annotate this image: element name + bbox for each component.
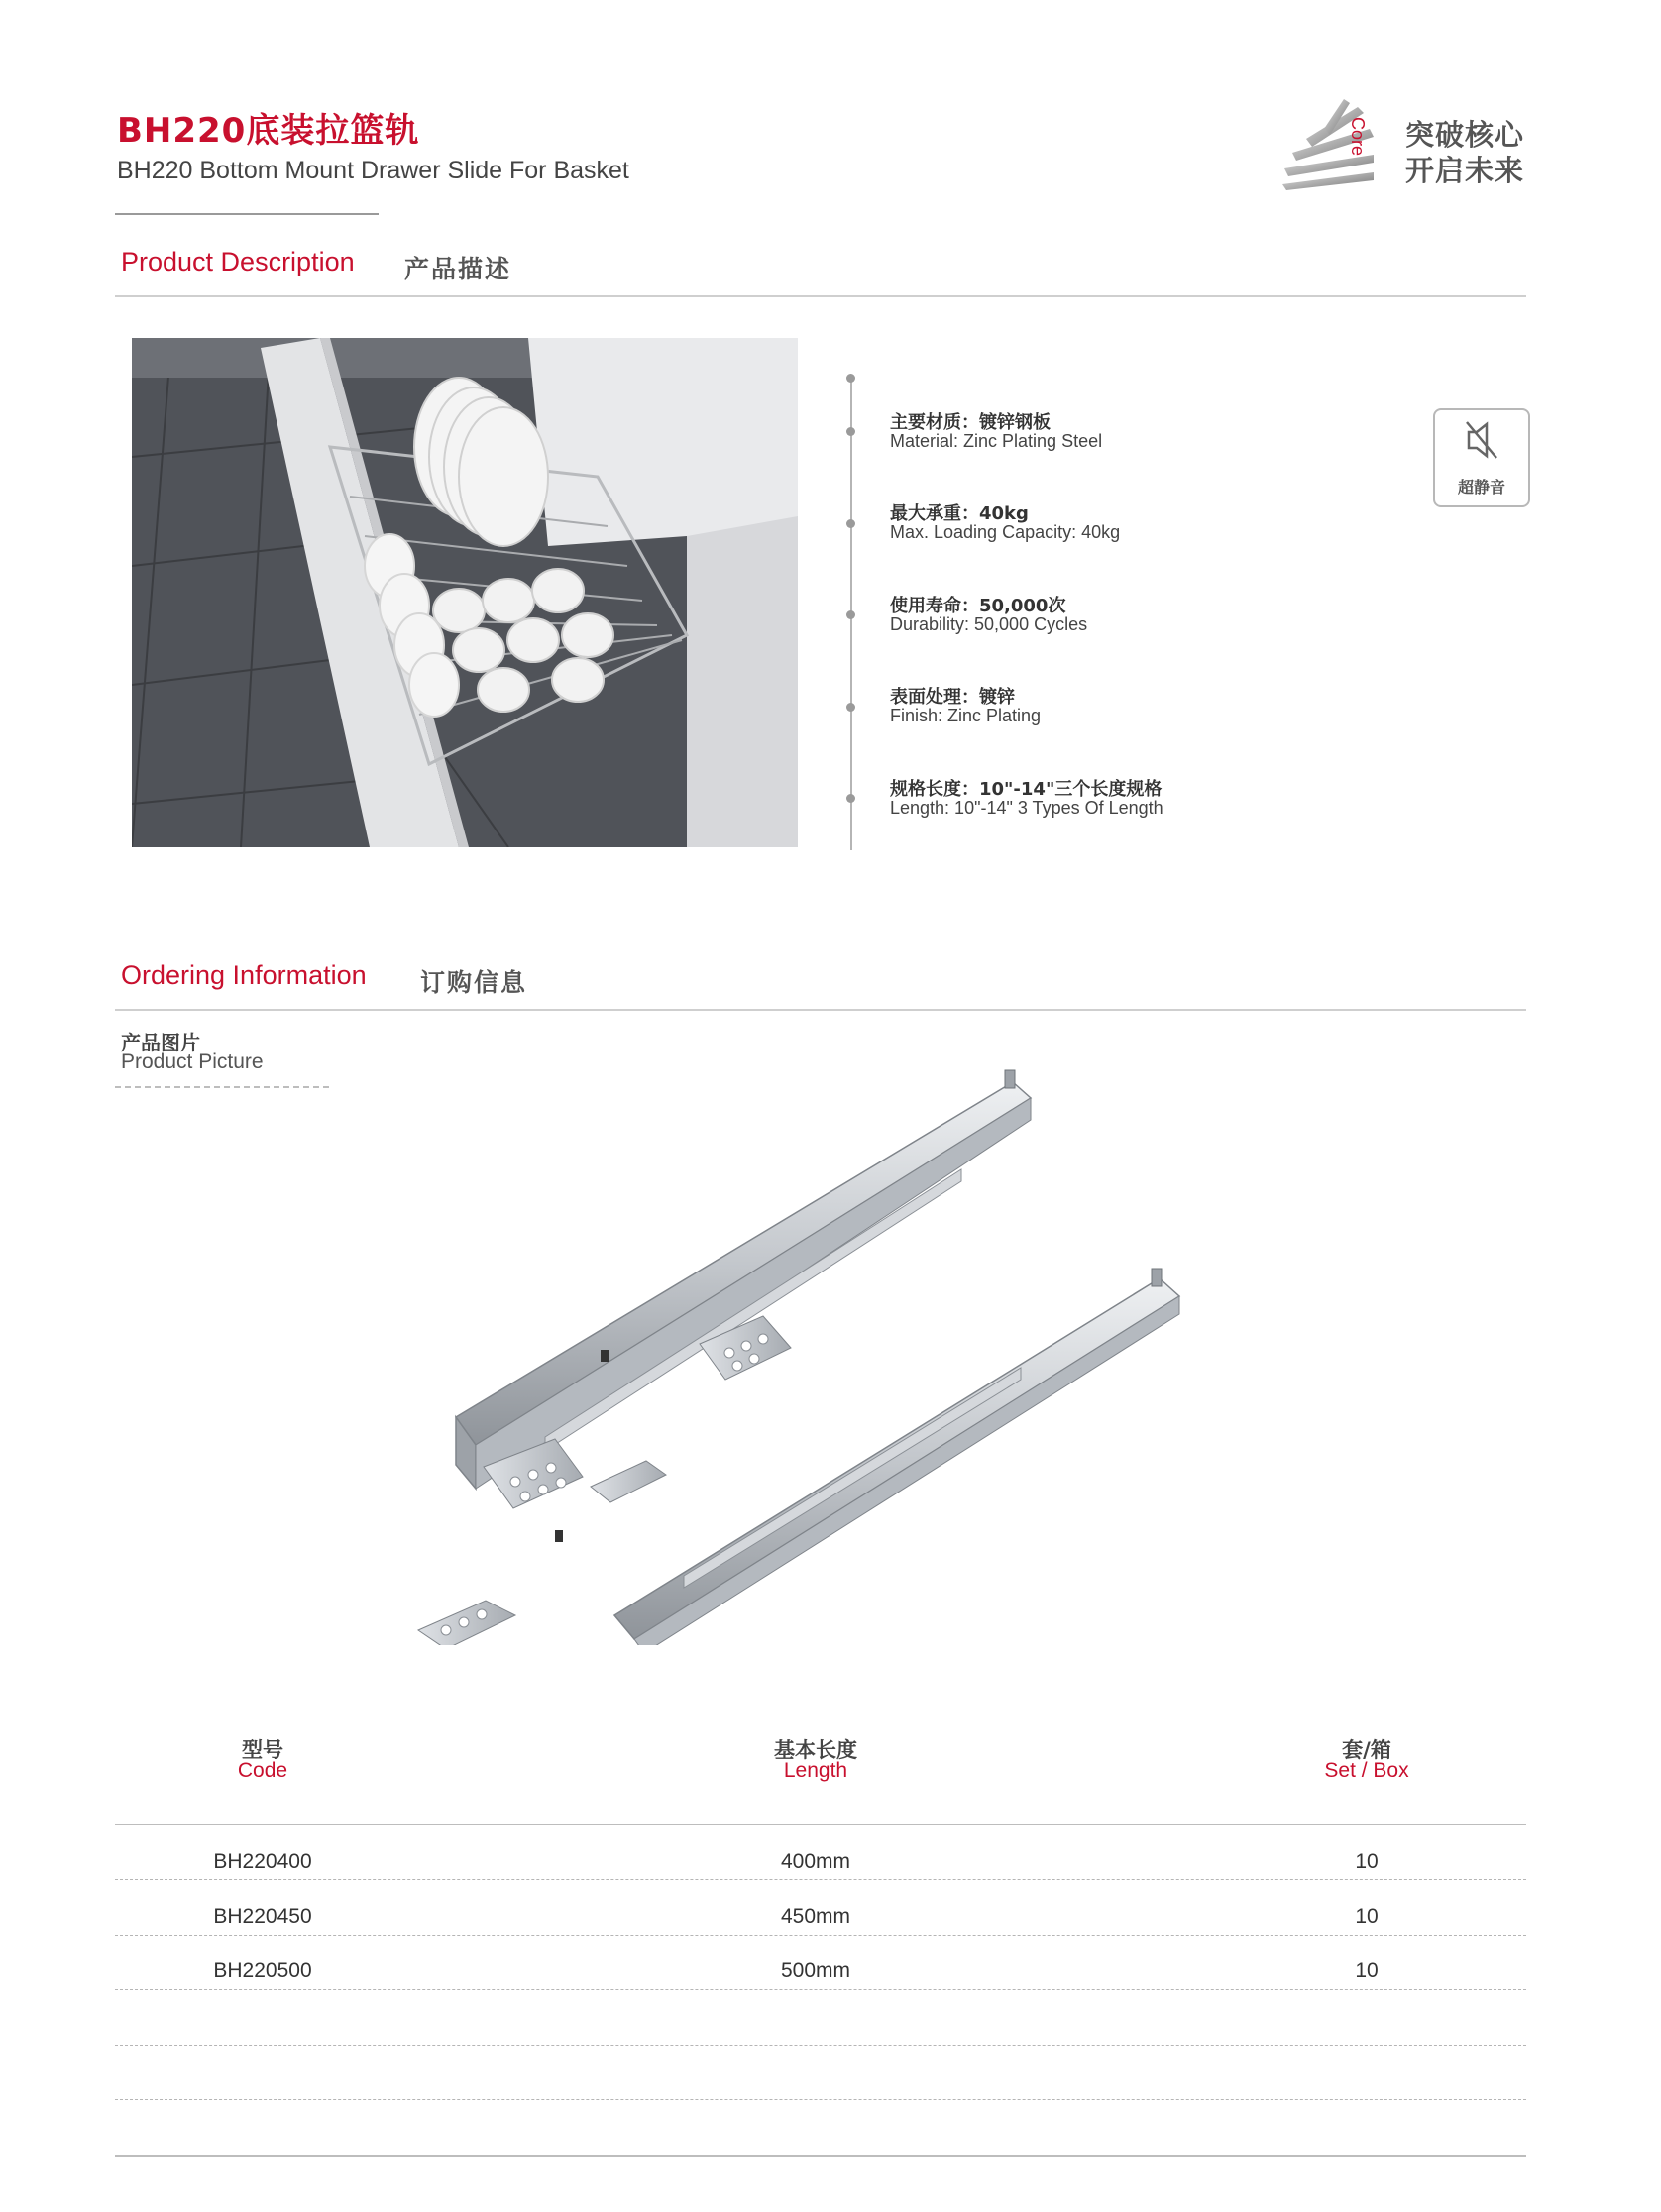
cell-setbox: 10 <box>1355 1850 1379 1873</box>
spec-capacity-cn: 最大承重：40kg <box>890 503 1029 524</box>
product-picture-label-en: Product Picture <box>121 1051 264 1073</box>
logo-core-text: Core <box>1348 117 1368 157</box>
section-heading-description: Product Description <box>121 247 355 276</box>
product-photo <box>132 338 798 847</box>
table-row-divider <box>115 1989 1526 1990</box>
cell-length: 400mm <box>780 1850 851 1873</box>
spec-material-cn: 主要材质：镀锌钢板 <box>890 412 1051 433</box>
column-header-length-cn: 基本长度 <box>774 1738 857 1762</box>
spec-timeline-dot <box>846 610 855 619</box>
product-picture-underline <box>115 1086 329 1088</box>
spec-length-cn: 规格长度：10"-14"三个长度规格 <box>890 779 1163 800</box>
spec-finish-en: Finish: Zinc Plating <box>890 706 1042 725</box>
section-divider <box>115 295 1526 297</box>
spec-finish-cn: 表面处理：镀锌 <box>890 687 1015 708</box>
cell-length: 500mm <box>780 1959 851 1982</box>
mute-speaker-icon <box>1435 410 1528 470</box>
product-picture-label-cn: 产品图片 <box>121 1031 200 1054</box>
spec-timeline-dot <box>846 703 855 712</box>
column-header-setbox: Set / Box <box>1324 1759 1409 1782</box>
drawer-slides-image <box>406 1060 1249 1645</box>
cell-setbox: 10 <box>1355 1905 1379 1928</box>
table-header-divider <box>115 1824 1526 1825</box>
spec-material-en: Material: Zinc Plating Steel <box>890 431 1103 451</box>
page-subtitle: BH220 Bottom Mount Drawer Slide For Basket <box>117 157 629 184</box>
cell-code: BH220400 <box>213 1850 312 1873</box>
table-row-divider <box>115 1879 1526 1880</box>
spec-length-en: Length: 10"-14" 3 Types Of Length <box>890 798 1163 818</box>
column-header-code: Code <box>237 1759 288 1782</box>
column-header-length: Length <box>783 1759 848 1782</box>
spec-timeline-dot <box>846 519 855 528</box>
section-heading-ordering: Ordering Information <box>121 960 367 990</box>
section-heading-description-cn: 产品描述 <box>404 255 512 283</box>
spec-timeline-dot <box>846 427 855 436</box>
cell-code: BH220500 <box>213 1959 312 1982</box>
section-divider <box>115 1009 1526 1011</box>
logo-slogan-line1: 突破核心 <box>1405 118 1525 152</box>
silent-badge-label: 超静音 <box>1457 478 1505 497</box>
cell-code: BH220450 <box>213 1905 312 1928</box>
table-row-divider <box>115 1935 1526 1936</box>
column-header-code-cn: 型号 <box>242 1738 283 1762</box>
cell-length: 450mm <box>780 1905 851 1928</box>
spec-timeline-dot <box>846 794 855 803</box>
spec-durability-en: Durability: 50,000 Cycles <box>890 614 1088 634</box>
page-title: BH220底装拉篮轨 <box>117 111 420 151</box>
spec-timeline-dot <box>846 374 855 383</box>
table-row-divider <box>115 2045 1526 2046</box>
title-underline <box>115 213 379 215</box>
section-heading-ordering-cn: 订购信息 <box>420 968 528 997</box>
spec-durability-cn: 使用寿命：50,000次 <box>890 596 1066 616</box>
cell-setbox: 10 <box>1355 1959 1379 1982</box>
column-header-setbox-cn: 套/箱 <box>1342 1738 1391 1762</box>
table-bottom-rule <box>115 2155 1526 2157</box>
logo-slogan-line2: 开启未来 <box>1405 154 1525 187</box>
table-row-divider <box>115 2099 1526 2100</box>
brand-logo-icon <box>1278 99 1397 190</box>
spec-capacity-en: Max. Loading Capacity: 40kg <box>890 522 1121 542</box>
